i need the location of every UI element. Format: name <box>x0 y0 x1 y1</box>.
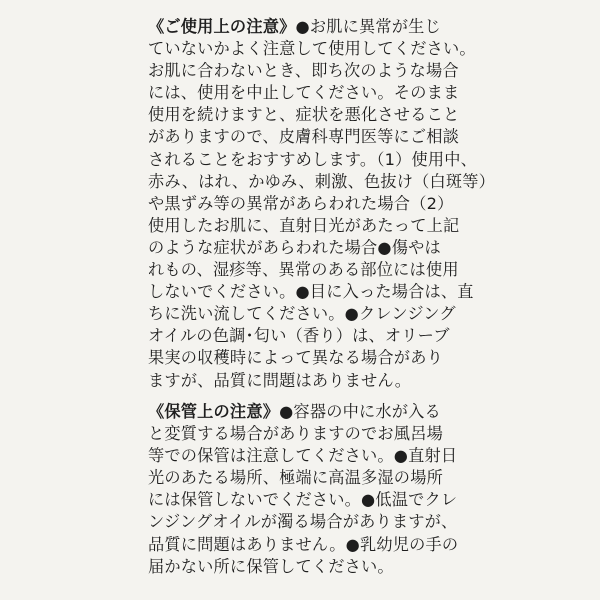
usage-text: されることをおすすめします。（1）使用中、 <box>148 149 478 169</box>
usage-text: 使用を続けますと、症状を悪化させること <box>148 105 460 125</box>
storage-text: 等での保管は注意してください。●直射日 <box>148 446 458 466</box>
usage-text: 使用したお肌に、直射日光があたって上記 <box>148 215 460 235</box>
storage-text: ●容器の中に水が入る <box>279 402 441 421</box>
usage-heading: 《ご使用上の注意》 <box>148 17 296 36</box>
usage-text: ていないかよく注意して使用してください。 <box>148 39 476 59</box>
storage-text: 届かない所に保管してください。 <box>148 556 394 576</box>
usage-text: や黒ずみ等の異常があらわれた場合（2） <box>148 193 454 213</box>
usage-text: 赤み、はれ、かゆみ、刺激、色抜け（白斑等） <box>148 171 496 191</box>
storage-text: 光のあたる場所、極端に高温多湿の場所 <box>148 468 443 488</box>
usage-text: がありますので、皮膚科専門医等にご相談 <box>148 127 460 147</box>
storage-line-1 <box>148 401 466 423</box>
usage-precautions-section <box>148 16 496 392</box>
storage-text: には保管しないでください。●低温でクレ <box>148 490 458 510</box>
usage-line-1 <box>148 16 466 38</box>
usage-text: には、使用を中止してください。そのまま <box>148 83 460 103</box>
usage-text: ますが、品質に問題はありません。 <box>148 370 412 390</box>
usage-text: のような症状があらわれた場合●傷やは <box>148 237 441 257</box>
storage-text: ンジングオイルが濁る場合がありますが、 <box>148 512 458 532</box>
storage-precautions-section <box>148 401 466 578</box>
storage-text: と変質する場合がありますのでお風呂場 <box>148 424 443 444</box>
usage-text: オイルの色調･匂い（香り）は、オリーブ <box>148 326 450 346</box>
storage-heading: 《保管上の注意》 <box>148 402 280 421</box>
usage-text: ●お肌に異常が生じ <box>295 17 441 36</box>
usage-text: お肌に合わないとき、即ち次のような場合 <box>148 61 459 81</box>
usage-text: しないでください。●目に入った場合は、直 <box>148 282 474 302</box>
storage-text: 品質に問題はありません。●乳幼児の手の <box>148 534 459 554</box>
usage-text: 果実の収穫時によって異なる場合があり <box>148 348 443 368</box>
usage-text: ちに洗い流してください。●クレンジング <box>148 304 456 324</box>
usage-text: れもの、湿疹等、異常のある部位には使用 <box>148 260 459 280</box>
